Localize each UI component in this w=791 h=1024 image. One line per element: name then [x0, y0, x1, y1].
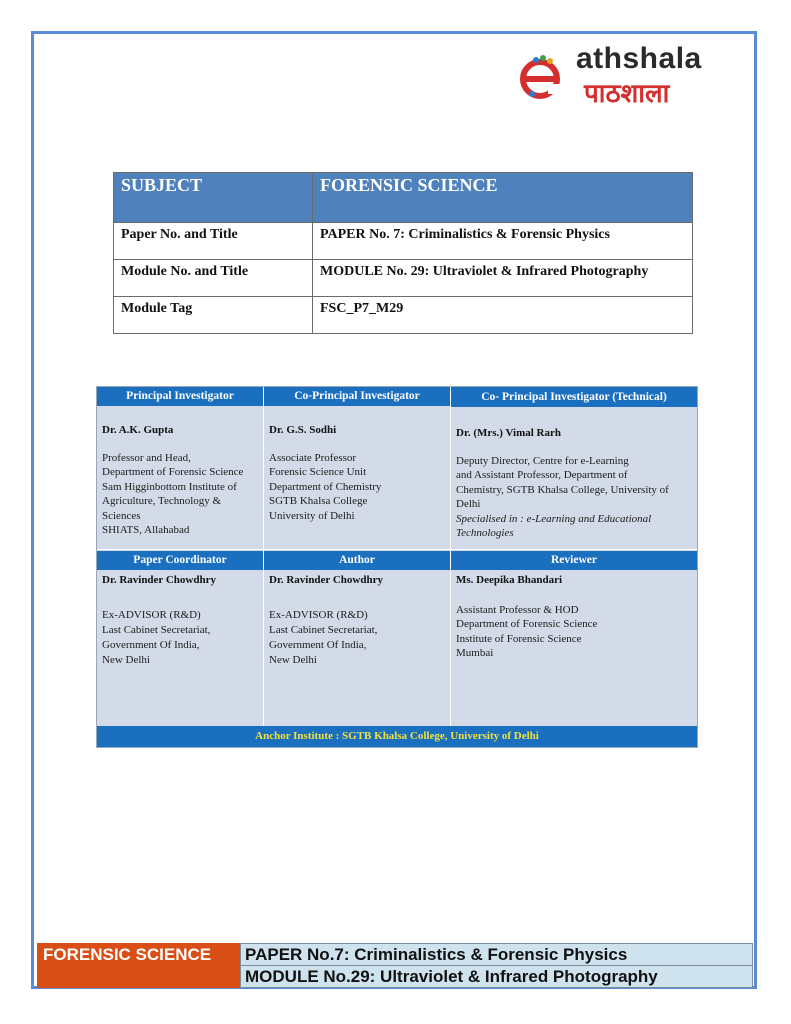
author-name: Dr. Ravinder Chowdhry — [269, 574, 383, 586]
co-principal-investigator-technical-card — [451, 406, 697, 549]
page-footer — [37, 943, 753, 988]
paper-value: PAPER No. 7: Criminalistics & Forensic Physics — [313, 223, 693, 260]
co-principal-investigator-technical-header: Co- Principal Investigator (Technical) — [451, 387, 697, 407]
paper-coordinator-details: Ex-ADVISOR (R&D) Last Cabinet Secretariat, Government Of India, New Delhi — [102, 609, 211, 666]
module-value: MODULE No. 29: Ultraviolet & Infrared Photography — [313, 260, 693, 297]
module-label: Module No. and Title — [114, 260, 313, 297]
author-details: Ex-ADVISOR (R&D) Last Cabinet Secretariat, Government Of India, New Delhi — [269, 609, 378, 666]
co-principal-investigator-technical-specialisation: Specialised in : e-Learning and Educational Technologies — [456, 513, 652, 540]
paper-label: Paper No. and Title — [114, 223, 313, 260]
reviewer-details: Assistant Professor & HOD Department of Forensic Science Institute of Forensic Science Mumbai — [456, 604, 598, 660]
author-card — [264, 570, 450, 725]
column-divider — [263, 387, 264, 726]
principal-investigator-name: Dr. A.K. Gupta — [102, 424, 174, 436]
reviewer-name: Ms. Deepika Bhandari — [456, 574, 563, 586]
anchor-institute: Anchor Institute : SGTB Khalsa College, University of Delhi — [97, 726, 697, 747]
co-principal-investigator-card — [264, 406, 450, 549]
author-header: Author — [264, 551, 450, 570]
subject-header-row — [114, 173, 693, 223]
principal-investigator-details: Professor and Head, Department of Forensic Science Sam Higginbottom Institute of Agriculture, Technology & Sciences SHIATS, Allahabad — [102, 452, 244, 537]
subject-table — [113, 172, 693, 334]
co-principal-investigator-technical-details: Deputy Director, Centre for e-Learning and Assistant Professor, Department of Chemistry, SGTB Khalsa College, University of Delhi — [456, 455, 669, 511]
paper-coordinator-card — [97, 570, 263, 725]
paper-coordinator-name: Dr. Ravinder Chowdhry — [102, 574, 216, 586]
module-tag-label: Module Tag — [114, 297, 313, 334]
subject-value: FORENSIC SCIENCE — [313, 173, 693, 223]
footer-paper: PAPER No.7: Criminalistics & Forensic Physics — [240, 943, 753, 966]
logo-text-hindi: पाठशाला — [584, 79, 670, 109]
table-row — [114, 297, 693, 334]
paper-coordinator-header: Paper Coordinator — [97, 551, 263, 570]
reviewer-card — [451, 570, 697, 725]
subject-label: SUBJECT — [114, 173, 313, 223]
column-divider — [450, 387, 451, 726]
principal-investigator-card — [97, 406, 263, 549]
table-row — [114, 260, 693, 297]
logo-text-english: athshala — [576, 42, 702, 75]
co-principal-investigator-details: Associate Professor Forensic Science Unit Department of Chemistry SGTB Khalsa College University of Delhi — [269, 452, 382, 522]
credits-panel — [96, 386, 698, 748]
co-principal-investigator-header: Co-Principal Investigator — [264, 387, 450, 406]
row-divider — [97, 549, 697, 550]
co-principal-investigator-name: Dr. G.S. Sodhi — [269, 424, 337, 436]
co-principal-investigator-technical-name: Dr. (Mrs.) Vimal Rarh — [456, 427, 561, 439]
reviewer-header: Reviewer — [451, 551, 697, 570]
epathshala-logo — [518, 40, 748, 112]
table-row — [114, 223, 693, 260]
footer-subject: FORENSIC SCIENCE — [37, 943, 240, 988]
epathshala-e-icon — [518, 54, 564, 100]
module-tag-value: FSC_P7_M29 — [313, 297, 693, 334]
footer-module: MODULE No.29: Ultraviolet & Infrared Photography — [240, 965, 753, 988]
principal-investigator-header: Principal Investigator — [97, 387, 263, 406]
